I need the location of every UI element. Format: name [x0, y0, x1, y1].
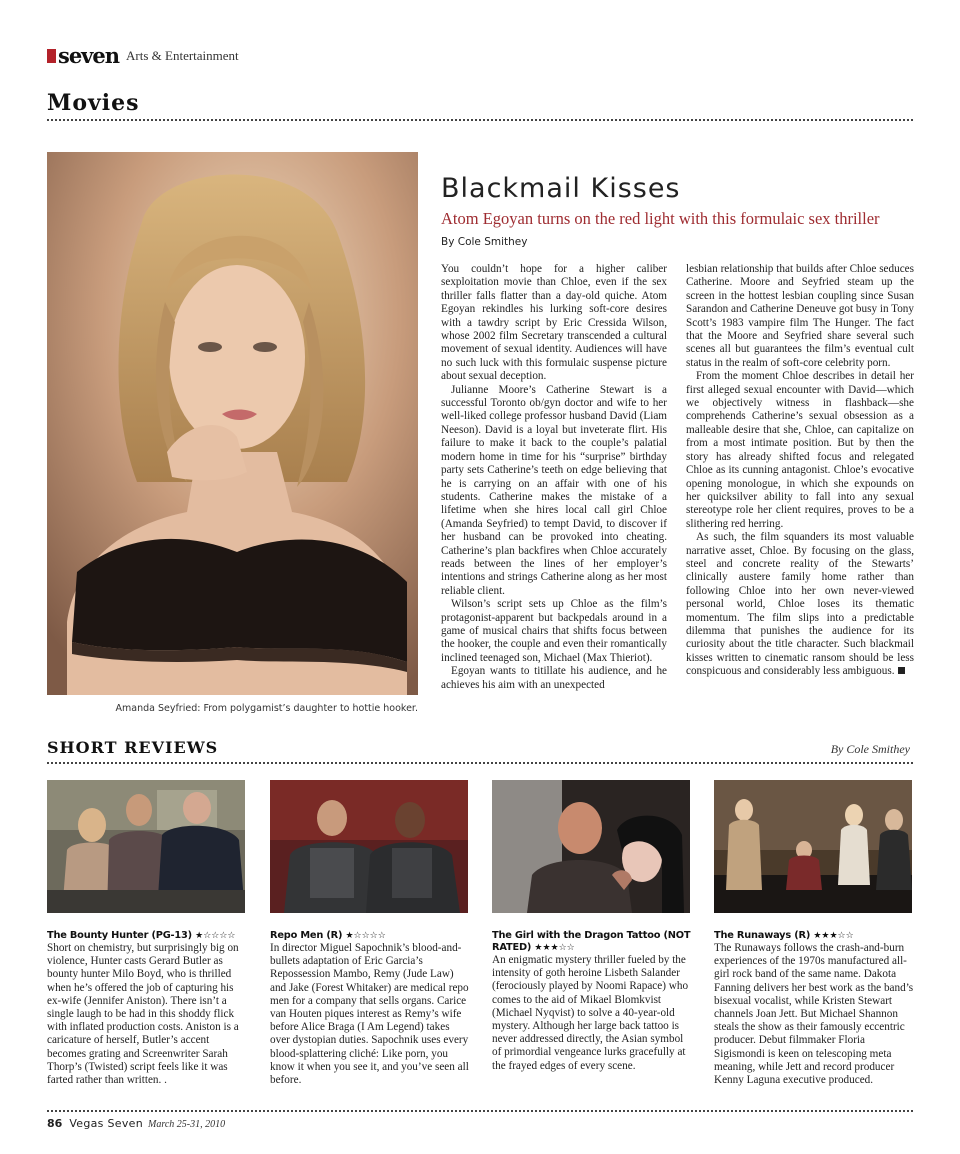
article-subtitle: Atom Egoyan turns on the red light with this formulaic sex thriller: [441, 209, 880, 228]
review-text: Short on chemistry, but surprisingly big on violence, Hunter casts Gerard Butler as bounty hunter Milo Boyd, who is thrilled when he’s offered the job of capturing his ex-wife (Jennifer Aniston). There isn’t a single laugh to be had in this shoddy flick with inflated production costs. Aniston is a caricature of herself, Butler’s accent becomes grating and Screenwriter Sarah Thorp’s (Twisted) script feels like it was farted rather than written. .: [47, 942, 239, 1087]
magazine-name: Vegas Seven: [69, 1117, 144, 1130]
star-rating-icon: ★★★☆☆: [813, 931, 854, 941]
page-number: 86: [47, 1117, 63, 1130]
review-photo: [714, 780, 912, 913]
review-runaways: [714, 780, 914, 1087]
paragraph: Julianne Moore’s Catherine Stewart is a successful Toronto ob/gyn doctor and wife to her well-liked college professor husband David (Liam Neeson). David is a loyal but inveterate flirt. His failure to make it back to the couple’s palatial modern home in time for his “surprise” birthday party sets Catherine’s teeth on edge believing that he is carrying on an affair with one of his students. Catherine makes the mistake of a lifetime when she hires local call girl Chloe (Amanda Seyfried) to tempt David, to discover if her husband can be provoked into cheating. Catherine’s plan backfires when Chloe accurately reads between the lines of her employer’s intentions and strings Catherine along as her most reliable client.: [441, 383, 667, 597]
review-text: In director Miguel Sapochnik’s blood-and-bullets adaptation of Eric Garcia’s Repossession Mambo, Remy (Jude Law) and Jake (Forest Whitaker) are medical repo men for a company that sells organs. Carice van Houten piques interest as Remy’s wife before Alice Braga (I Am Legend) takes over dystopian duties. Sapochnik uses every blood-splattering cliché: Like porn, you know it when you see it, and you’ve seen all before.: [270, 942, 469, 1087]
review-title-text: Repo Men (R): [270, 930, 343, 941]
review-title: [714, 930, 914, 942]
paragraph: From the moment Chloe describes in detail her first alleged sexual encounter with David—which we objectively witness in flashback—she comprehends Catherine’s sexual obsession as a malleable desire that she, Chloe, can capitalize on from a most intimate position. But by then the story has already shifted focus and relegated Chloe as its cunning antagonist. Chloe’s evocative opening monologue, in which she expounds on her quicksilver ability to fall into any sexual stereotype role her client requires, proves to be a slithering red herring.: [686, 370, 914, 530]
feature-photo: [47, 152, 418, 695]
divider: [47, 762, 913, 764]
review-photo: [270, 780, 468, 913]
photo-caption: Amanda Seyfried: From polygamist’s daughter to hottie hooker.: [115, 703, 418, 714]
review-photo: [47, 780, 245, 913]
page-section-title: Movies: [47, 90, 140, 116]
review-bounty-hunter: [47, 780, 247, 1087]
short-reviews-byline: By Cole Smithey: [830, 742, 910, 756]
review-photo: [492, 780, 690, 913]
review-text: An enigmatic mystery thriller fueled by the intensity of goth heroine Lisbeth Salander (ferociously played by Noomi Rapace) who comes to the aid of Mikael Blomkvist (Michael Nyqvist) to solve a 40-year-old mystery. Although her large back tattoo is never addressed directly, the Asian symbol of primordial vengeance lurks gracefully at the frayed edges of every scene.: [492, 954, 689, 1072]
review-title-text: The Girl with the Dragon Tattoo (NOT RATED): [492, 930, 691, 953]
review-title: [270, 930, 470, 942]
review-repo-men: [270, 780, 470, 1087]
short-reviews-title: SHORT REVIEWS: [47, 738, 219, 757]
masthead: [47, 42, 239, 66]
footer: [47, 1117, 225, 1130]
logo-mark: [47, 49, 56, 63]
paragraph: You couldn’t hope for a higher caliber sexploitation movie than Chloe, even if the sex thriller falls flatter than a day-old quiche. Atom Egoyan rekindles his lurking soft-core desires with a tawdry script by Eric Cressida Wilson, whose 2002 film Secretary transcended a cultural movement of sexual identity. Audiences will have no such luck with this formulaic suspense picture about sexual deception.: [441, 263, 667, 383]
star-rating-icon: ★☆☆☆☆: [195, 931, 236, 941]
paragraph-text: As such, the film squanders its most valuable narrative asset, Chloe. By focusing on the glass, steel and concrete reality of the Stewarts’ clinically austere family home rather than following Chloe into her own never-viewed personal world, Chloe loses its thematic momentum. The film slips into a predictable dilemma that punishes the audience for its curiosity about the title character. Such blackmail kisses written to cinematic ransom should be less conspicuous and considerably less ambiguous.: [686, 531, 914, 678]
logo: seven: [58, 43, 120, 68]
end-mark-icon: [898, 667, 905, 674]
article-column-2: [686, 263, 914, 679]
article-byline: By Cole Smithey: [441, 236, 528, 248]
star-rating-icon: ★★★☆☆: [534, 943, 575, 953]
divider: [47, 1110, 913, 1112]
review-dragon-tattoo: [492, 780, 692, 1073]
review-title: [47, 930, 247, 942]
paragraph: Egoyan wants to titillate his audience, and he achieves his aim with an unexpected: [441, 665, 667, 691]
paragraph: Wilson’s script sets up Chloe as the film’s protagonist-apparent but backpedals around in a game of musical chairs that shifts focus between the hooker, the couple and even their romantically inclined teenaged son, Michael (Max Thieriot).: [441, 598, 667, 664]
review-text: The Runaways follows the crash-and-burn experiences of the 1970s manufactured all-girl rock band of the same name. Dakota Fanning delivers her best work as the band’s bisexual vocalist, while Kristen Stewart channels Joan Jett. But Michael Shannon steals the show as their famously eccentric producer. Debut filmmaker Floria Sigismondi is keen on telescoping meta meaning, while Jett and record producer Kenny Laguna executive produced.: [714, 942, 914, 1087]
review-title-text: The Runaways (R): [714, 930, 811, 941]
review-title-text: The Bounty Hunter (PG-13): [47, 930, 192, 941]
paragraph: [686, 531, 914, 678]
review-title: [492, 930, 692, 954]
divider: [47, 119, 913, 121]
star-rating-icon: ★☆☆☆☆: [345, 931, 386, 941]
paragraph: lesbian relationship that builds after Chloe seduces Catherine. Moore and Seyfried steam up the screen in the hottest lesbian coupling since Susan Sarandon and Catherine Deneuve got busy in Tony Scott’s 1983 vampire film The Hunger. The fact that the Moore and Seyfried share several such scenes all but guarantees the film’s eventual cult status in the realm of soft-core celebrity porn.: [686, 263, 914, 369]
article-title: Blackmail Kisses: [441, 173, 681, 204]
section-label: Arts & Entertainment: [126, 48, 239, 63]
article-column-1: [441, 263, 667, 692]
issue-date: March 25-31, 2010: [148, 1119, 226, 1130]
